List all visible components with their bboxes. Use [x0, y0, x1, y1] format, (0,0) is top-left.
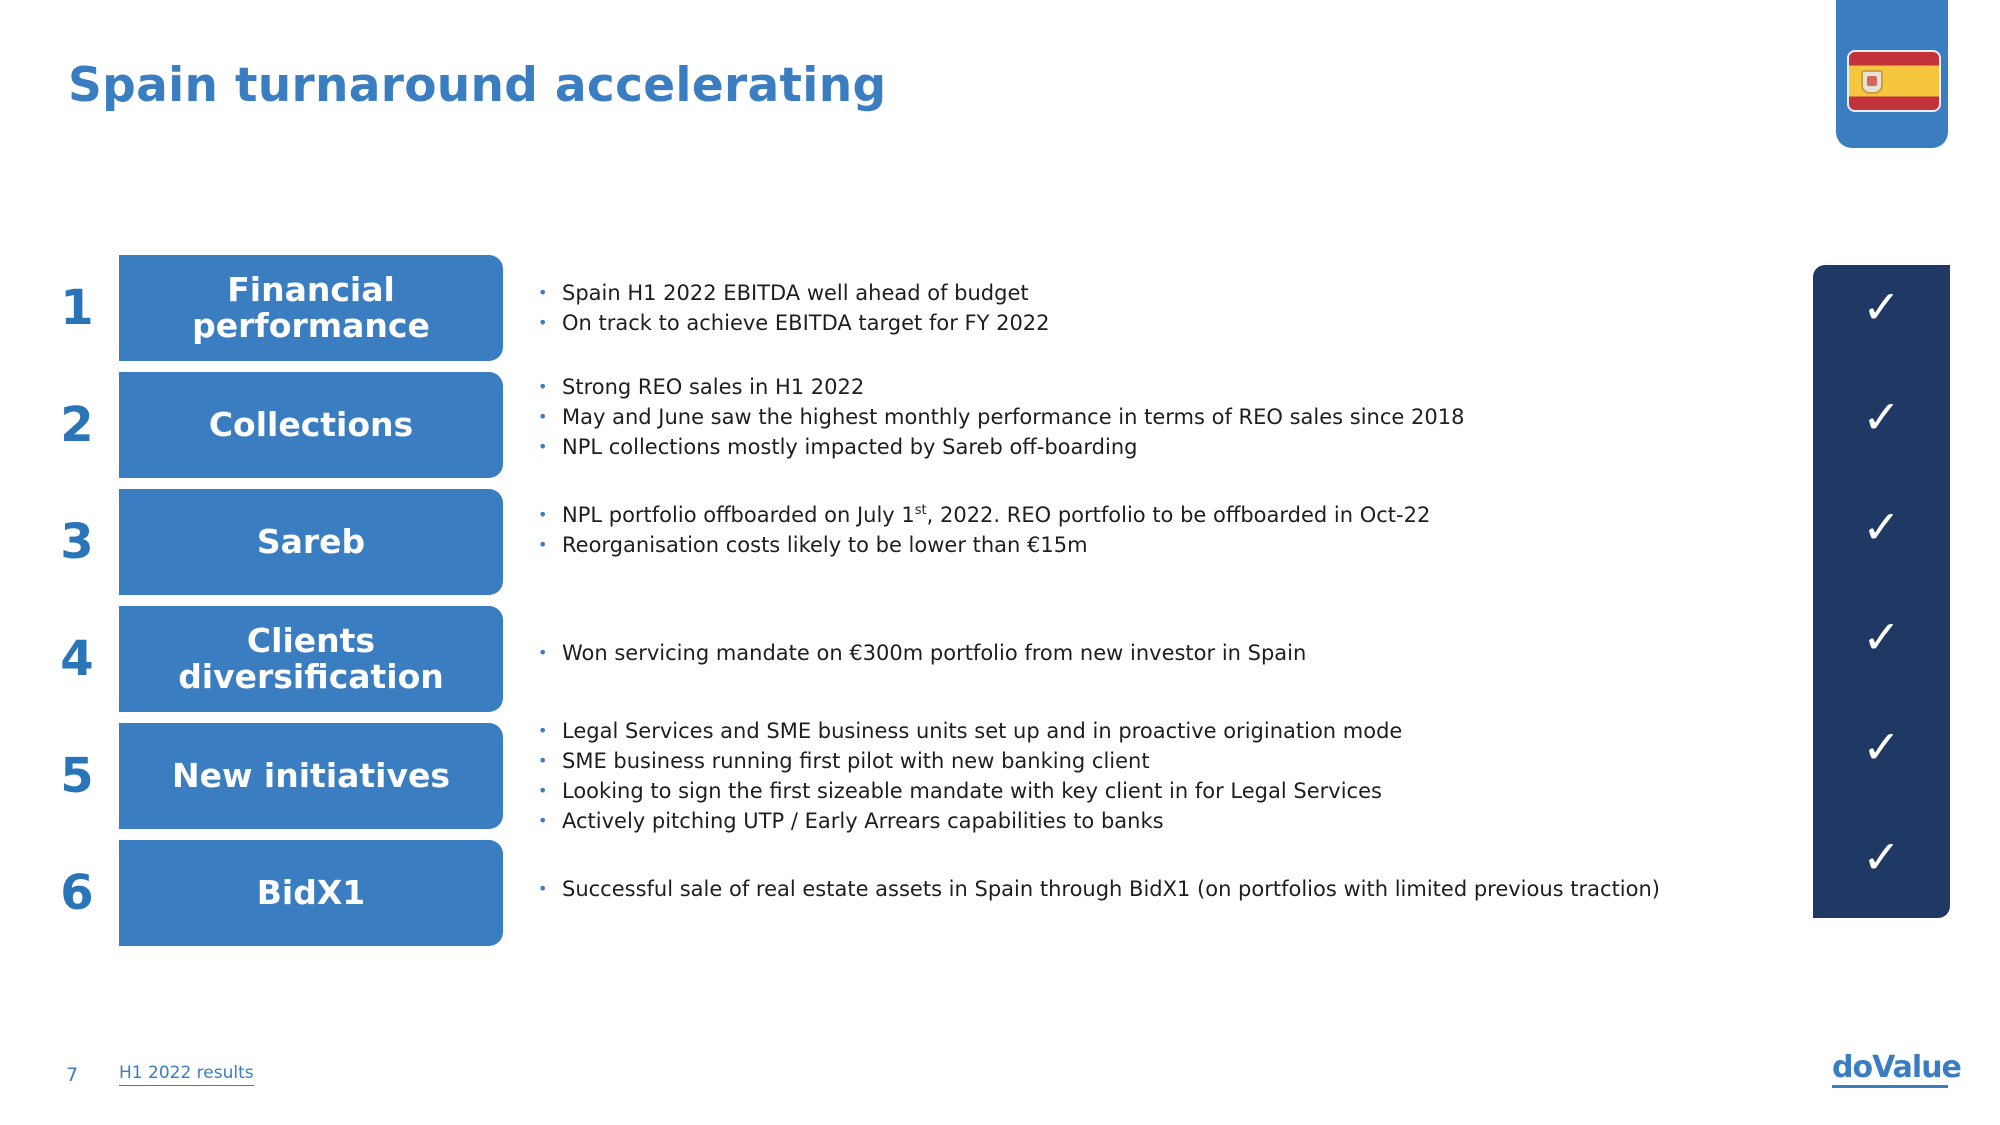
bullet-list: [538, 364, 1788, 470]
bullet-item: • Reorganisation costs likely to be lower than €15m: [538, 530, 1788, 560]
bullet-item: • On track to achieve EBITDA target for FY 2022: [538, 308, 1788, 338]
row-bidx1: [0, 840, 2000, 946]
bullet-item: • Won servicing mandate on €300m portfolio from new investor in Spain: [538, 638, 1788, 668]
bullet-item: • Actively pitching UTP / Early Arrears capabilities to banks: [538, 806, 1788, 836]
page-number: 7: [66, 1064, 79, 1086]
bullet-text-part: NPL portfolio offboarded on July 1: [562, 503, 915, 527]
row-label: Sareb: [119, 489, 503, 595]
row-label: BidX1: [119, 840, 503, 946]
checkmark-icon: ✓: [1862, 390, 1901, 444]
ordinal-suffix: st: [914, 503, 927, 518]
bullet-item: • Legal Services and SME business units set up and in proactive origination mode: [538, 716, 1788, 746]
row-number: 4: [60, 631, 94, 687]
bullet-item: • May and June saw the highest monthly performance in terms of REO sales since 2018: [538, 402, 1788, 432]
row-collections: [0, 372, 2000, 478]
checkmark-panel: [1813, 265, 1950, 918]
row-label: New initiatives: [119, 723, 503, 829]
bullet-item: • SME business running first pilot with new banking client: [538, 746, 1788, 776]
dovalue-logo: doValue: [1832, 1052, 1948, 1088]
row-sareb: [0, 489, 2000, 595]
coat-of-arms-icon: [1861, 70, 1883, 94]
bullet-item: • Successful sale of real estate assets in Spain through BidX1 (on portfolios with limited previous traction): [538, 874, 1788, 904]
row-number: 6: [60, 865, 94, 921]
checkmark-icon: ✓: [1862, 720, 1901, 774]
page-title: Spain turnaround accelerating: [68, 58, 887, 113]
checkmark-icon: ✓: [1862, 500, 1901, 554]
row-clients-diversification: [0, 606, 2000, 712]
row-label: Financial performance: [119, 255, 503, 361]
row-number: 5: [60, 748, 94, 804]
row-financial-performance: [0, 255, 2000, 361]
row-number: 1: [60, 280, 94, 336]
checkmark-icon: ✓: [1862, 610, 1901, 664]
bullet-text-part: , 2022. REO portfolio to be offboarded in Oct-22: [926, 503, 1431, 527]
bullet-item: • Strong REO sales in H1 2022: [538, 372, 1788, 402]
checkmark-icon: ✓: [1862, 830, 1901, 884]
bullet-list: [538, 719, 1788, 833]
bullet-item: • Spain H1 2022 EBITDA well ahead of budget: [538, 278, 1788, 308]
footer-label: H1 2022 results: [119, 1063, 254, 1086]
checkmark-icon: ✓: [1862, 280, 1901, 334]
row-label: Collections: [119, 372, 503, 478]
bullet-item: [538, 500, 1788, 530]
row-new-initiatives: [0, 719, 2000, 833]
bullet-list: [538, 255, 1788, 361]
bullet-list: [538, 600, 1788, 706]
bullet-list: [538, 836, 1788, 942]
row-label: Clients diversification: [119, 606, 503, 712]
row-number: 2: [60, 397, 94, 453]
bullet-item: • Looking to sign the first sizeable mandate with key client in for Legal Services: [538, 776, 1788, 806]
bullet-item: • NPL collections mostly impacted by Sareb off-boarding: [538, 432, 1788, 462]
flag-tab: [1836, 0, 1948, 148]
row-number: 3: [60, 514, 94, 570]
bullet-list: [538, 477, 1788, 583]
spain-flag-icon: [1847, 50, 1941, 112]
